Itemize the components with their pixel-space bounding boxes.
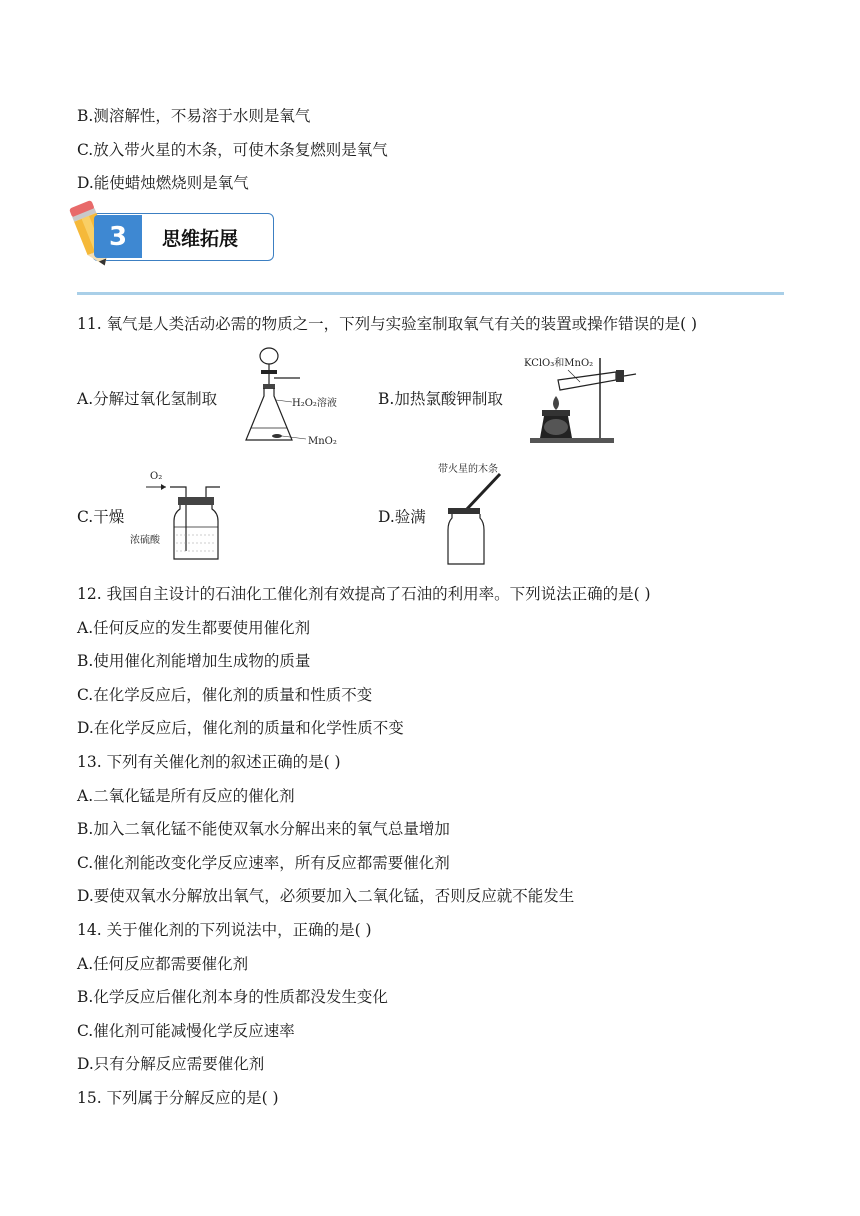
option-text: C.催化剂能改变化学反应速率，所有反应都需要催化剂 [77,854,450,872]
drying-bottle-figure [128,465,228,565]
question-stem: 15. 下列属于分解反应的是( ) [77,1089,279,1107]
question-stem: 12. 我国自主设计的石油化工催化剂有效提高了石油的利用率。下列说法正确的是( ) [77,585,651,603]
q11-option-d: D.验满 [378,508,426,526]
flask-apparatus-figure [240,344,350,454]
question-stem: 11. 氧气是人类活动必需的物质之一，下列与实验室制取氧气有关的装置或操作错误的是( ) [77,315,698,333]
option-text: C.催化剂可能减慢化学反应速率 [77,1022,295,1040]
option-text: C.在化学反应后，催化剂的质量和性质不变 [77,686,373,704]
option-text: D.能使蜡烛燃烧则是氧气 [77,174,249,192]
fig-label: MnO₂ [308,436,337,447]
option-text: B.化学反应后催化剂本身的性质都没发生变化 [77,988,388,1006]
option-text: C.放入带火星的木条，可使木条复燃则是氧气 [77,141,388,159]
question-stem: 14. 关于催化剂的下列说法中，正确的是( ) [77,921,372,939]
section-title: 思维拓展 [162,228,239,250]
section-number: 3 [94,215,142,258]
option-text: D.要使双氧水分解放出氧气，必须要加入二氧化锰，否则反应就不能发生 [77,887,575,905]
option-text: A.任何反应的发生都要使用催化剂 [77,619,311,637]
gas-bottle-figure [430,458,530,568]
fig-label: KClO₃和MnO₂ [524,358,594,369]
fig-label: 浓硫酸 [130,535,160,546]
q11-option-c: C.干燥 [77,508,125,526]
q11-option-a: A.分解过氧化氢制取 [77,390,218,408]
heating-apparatus-figure [520,348,645,448]
fig-label: 带火星的木条 [438,464,498,475]
option-text: A.任何反应都需要催化剂 [77,955,249,973]
option-text: B.使用催化剂能增加生成物的质量 [77,652,311,670]
divider [77,292,784,295]
question-stem: 13. 下列有关催化剂的叙述正确的是( ) [77,753,341,771]
q11-option-b: B.加热氯酸钾制取 [378,390,503,408]
fig-label: O₂ [150,471,163,482]
option-text: D.在化学反应后，催化剂的质量和化学性质不变 [77,719,404,737]
fig-label: H₂O₂溶液 [292,398,337,409]
option-text: A.二氧化锰是所有反应的催化剂 [77,787,295,805]
section-header [62,198,277,268]
option-text: D.只有分解反应需要催化剂 [77,1055,265,1073]
option-text: B.测溶解性，不易溶于水则是氧气 [77,107,311,125]
option-text: B.加入二氧化锰不能使双氧水分解出来的氧气总量增加 [77,820,450,838]
